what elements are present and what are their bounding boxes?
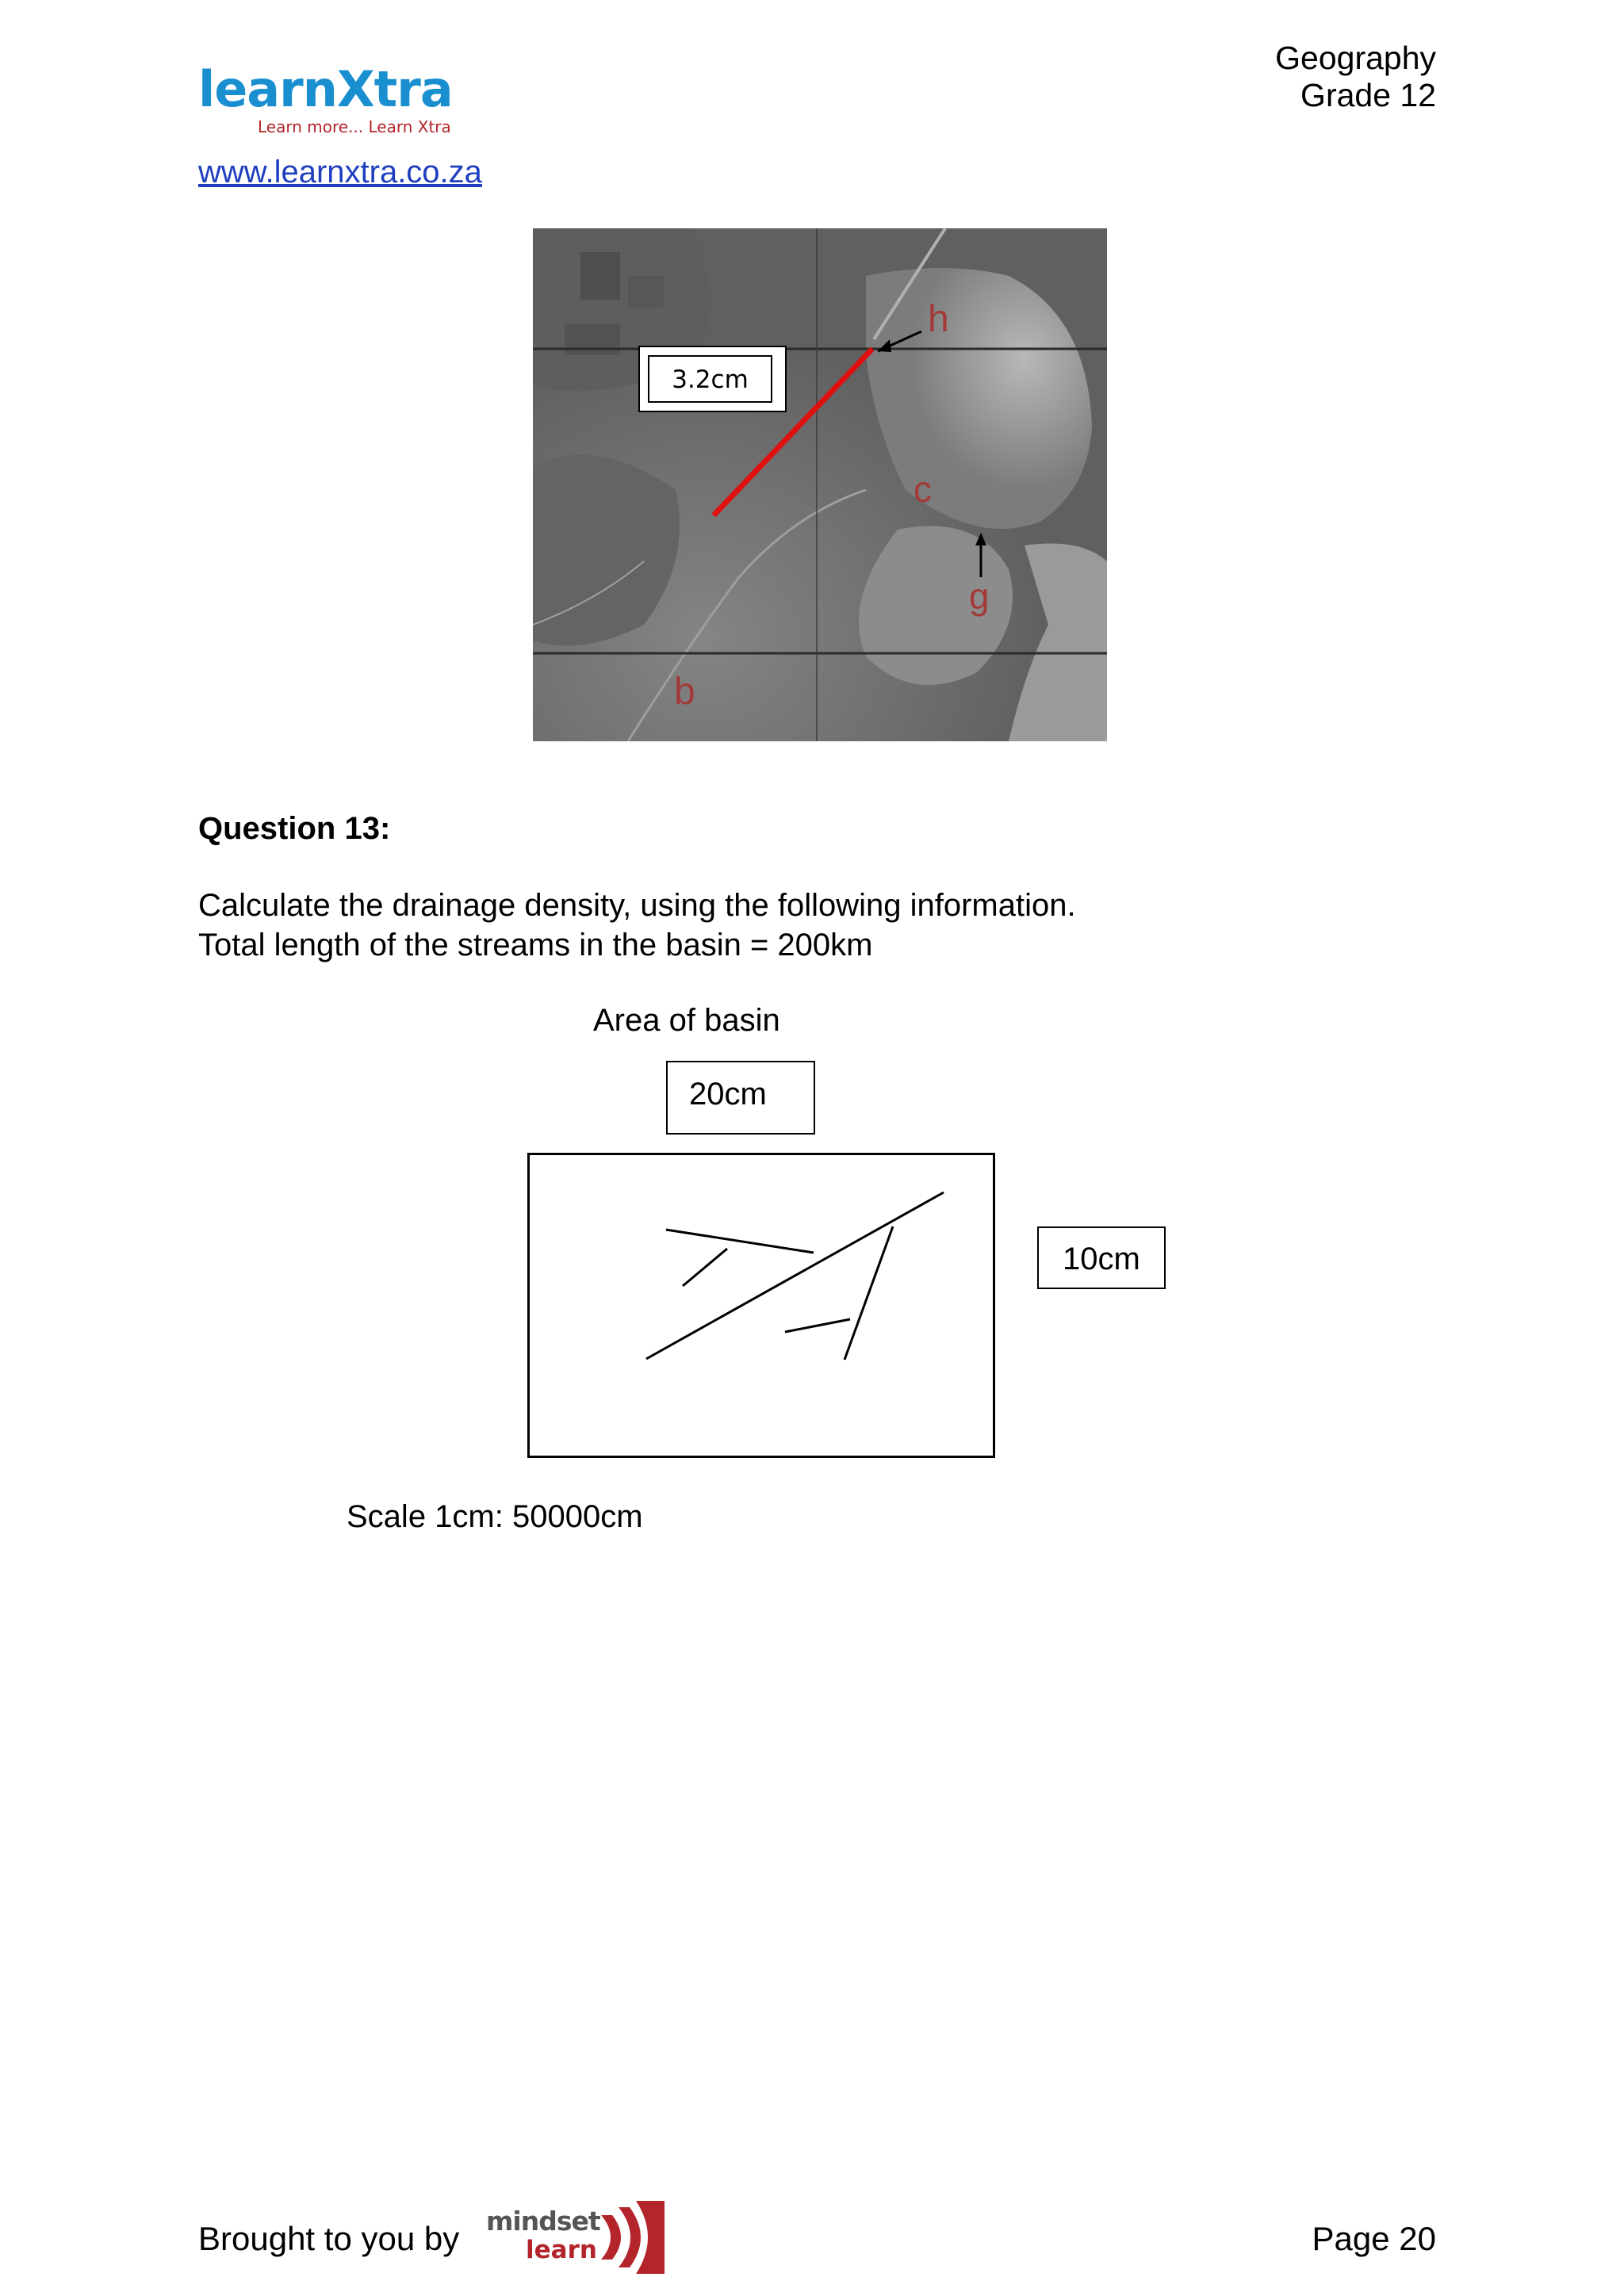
question-line-1: Calculate the drainage density, using the following information.: [198, 888, 1076, 923]
marker-g: g: [969, 576, 990, 617]
stream-lines: [530, 1155, 993, 1456]
marker-c: c: [914, 469, 932, 510]
page-number: Page 20: [1312, 2220, 1436, 2257]
width-label: 20cm: [689, 1077, 767, 1112]
mindset-word: mindset: [486, 2206, 600, 2237]
signal-icon: [593, 2198, 672, 2277]
basin-rectangle: [527, 1153, 995, 1458]
scale-text: Scale 1cm: 50000cm: [347, 1499, 643, 1534]
website-link[interactable]: www.learnxtra.co.za: [198, 155, 482, 189]
marker-b: b: [674, 671, 695, 713]
marker-h: h: [928, 298, 949, 340]
measurement-label-box: [638, 346, 787, 412]
aerial-photo-image: [533, 228, 1107, 741]
height-label: 10cm: [1063, 1242, 1140, 1276]
logo-brand-start: learn: [198, 60, 337, 118]
logo-brand-end: Xtra: [336, 60, 453, 118]
logo-tagline: Learn more... Learn Xtra: [258, 117, 451, 136]
learn-word: learn: [526, 2236, 597, 2264]
learnxtra-logo: [198, 60, 468, 140]
question-title: Question 13:: [198, 811, 391, 846]
grade-label: Grade 12: [1300, 77, 1436, 113]
subject-label: Geography: [1275, 40, 1436, 76]
width-label-box: [666, 1061, 815, 1135]
diagram-title: Area of basin: [593, 1003, 780, 1038]
height-label-box: [1037, 1226, 1166, 1289]
aerial-photo: [533, 228, 1107, 741]
question-line-2: Total length of the streams in the basin = 200km: [198, 928, 873, 962]
mindset-learn-logo: [486, 2198, 676, 2277]
brought-by-text: Brought to you by: [198, 2220, 460, 2257]
measurement-label: 3.2cm: [672, 365, 749, 394]
